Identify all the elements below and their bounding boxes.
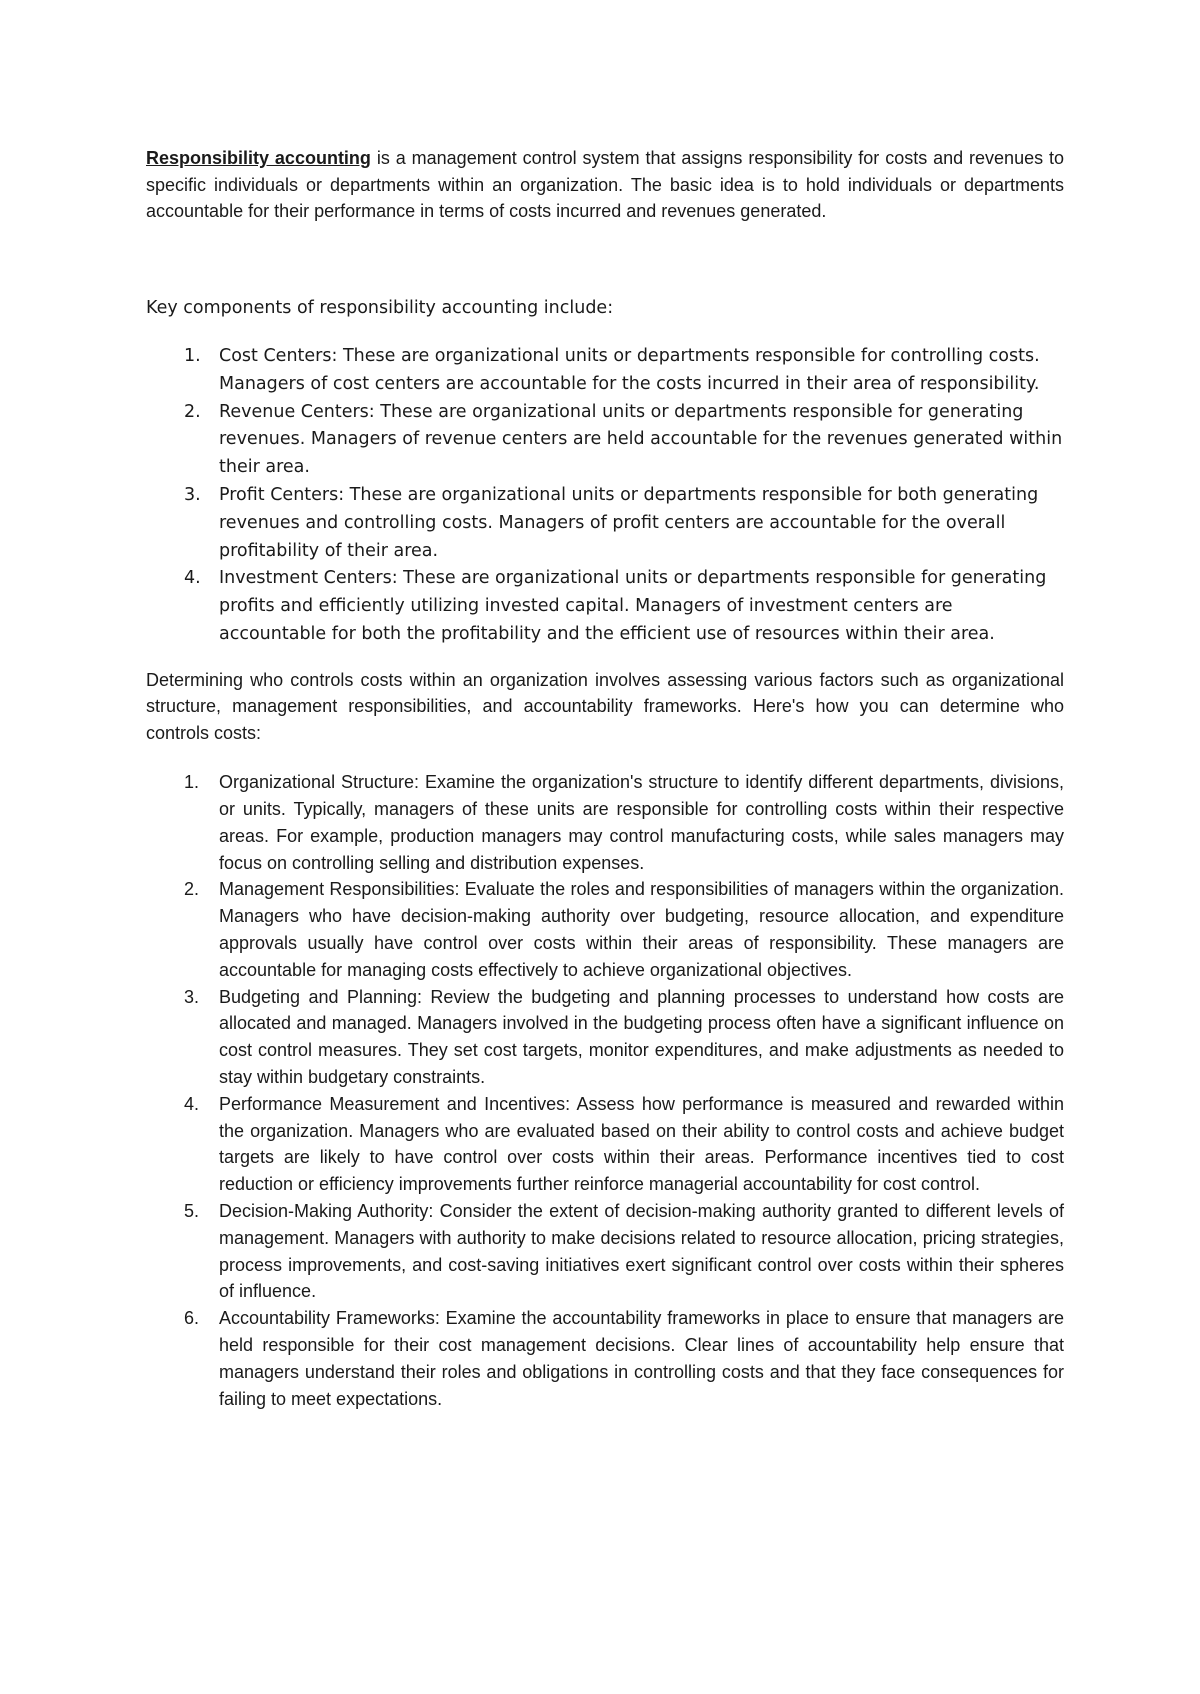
list-item xyxy=(146,1198,1064,1305)
list-number: 4. xyxy=(184,1093,200,1114)
determining-paragraph: Determining who controls costs within an organization involves assessing various factors such as organizational structure, management responsibilities, and accountability frameworks. Here's how you can determine who controls costs: xyxy=(146,669,1064,743)
components-heading: Key components of responsibility accounting include: xyxy=(146,297,614,318)
list-item xyxy=(146,1091,1064,1198)
list-item-text: Cost Centers: These are organizational units or departments responsible for controlling costs. Managers of cost centers are accountable for the costs incurred in their area of responsibility. xyxy=(219,346,1040,394)
list-item-text: Profit Centers: These are organizational units or departments responsible for both generating revenues and controlling costs. Managers of profit centers are accountable for the overall profitability of their area. xyxy=(219,484,1039,561)
list-item-text: Revenue Centers: These are organizational units or departments responsible for generating revenues. Managers of revenue centers are held accountable for the revenues generated within their area. xyxy=(219,401,1063,478)
list-item xyxy=(146,769,1064,876)
list-item xyxy=(146,482,1064,565)
components-list xyxy=(146,343,1064,649)
intro-term: Responsibility accounting xyxy=(146,148,371,168)
cost-control-factors-list xyxy=(146,769,1064,1412)
list-item-text: Accountability Frameworks: Examine the accountability frameworks in place to ensure that managers are held responsible for their cost management decisions. Clear lines of accountability help ensure that managers understand their roles and obligations in controlling costs and that they face consequences for failing to meet expectations. xyxy=(219,1308,1064,1409)
list-item xyxy=(146,565,1064,648)
list-number: 3. xyxy=(184,484,201,505)
list-number: 2. xyxy=(184,401,201,422)
list-item-text: Organizational Structure: Examine the organization's structure to identify different departments, divisions, or units. Typically, managers of these units are responsible for controlling costs within their respective areas. For example, production managers may control manufacturing costs, while sales managers may focus on controlling selling and distribution expenses. xyxy=(219,772,1064,873)
list-number: 4. xyxy=(184,568,201,589)
list-number: 1. xyxy=(184,772,200,793)
list-item xyxy=(146,984,1064,1091)
list-number: 3. xyxy=(184,986,200,1007)
list-number: 1. xyxy=(184,346,201,366)
list-item-text: Decision-Making Authority: Consider the extent of decision-making authority granted to different levels of management. Managers with authority to make decisions related to resource allocation, pricing strategies, process improvements, and cost-saving initiatives exert significant control over costs within their spheres of influence. xyxy=(219,1201,1064,1302)
list-item xyxy=(146,876,1064,983)
list-item xyxy=(146,343,1064,399)
list-item xyxy=(146,1305,1064,1412)
list-item xyxy=(146,399,1064,482)
list-number: 6. xyxy=(184,1308,200,1329)
list-item-text: Investment Centers: These are organizational units or departments responsible for generating profits and efficiently utilizing invested capital. Managers of investment centers are accountable for both the profitability and the efficient use of resources within their area. xyxy=(219,568,1047,644)
list-item-text: Budgeting and Planning: Review the budgeting and planning processes to understand how costs are allocated and managed. Managers involved in the budgeting process often have a significant influence on cost control measures. They set cost targets, monitor expenditures, and make adjustments as needed to stay within budgetary constraints. xyxy=(219,986,1064,1088)
intro-text: is a management control system that assigns responsibility for costs and revenues to specific individuals or departments within an organization. The basic idea is to hold individuals or departments accountable for their performance in terms of costs incurred and revenues generated. xyxy=(146,148,1065,221)
list-number: 5. xyxy=(184,1201,200,1222)
list-number: 2. xyxy=(184,879,200,900)
list-item-text: Management Responsibilities: Evaluate the roles and responsibilities of managers within the organization. Managers who have decision-making authority over budgeting, resource allocation, and expenditure approvals usually have control over costs within their areas of responsibility. These managers are accountable for managing costs effectively to achieve organizational objectives. xyxy=(219,879,1064,980)
intro-paragraph xyxy=(146,145,1064,225)
list-item-text: Performance Measurement and Incentives: Assess how performance is measured and rewarded within the organization. Managers who are evaluated based on their ability to control costs and achieve budget targets are likely to have control over costs within their areas. Performance incentives tied to cost reduction or efficiency improvements further reinforce managerial accountability for cost control. xyxy=(219,1093,1064,1195)
